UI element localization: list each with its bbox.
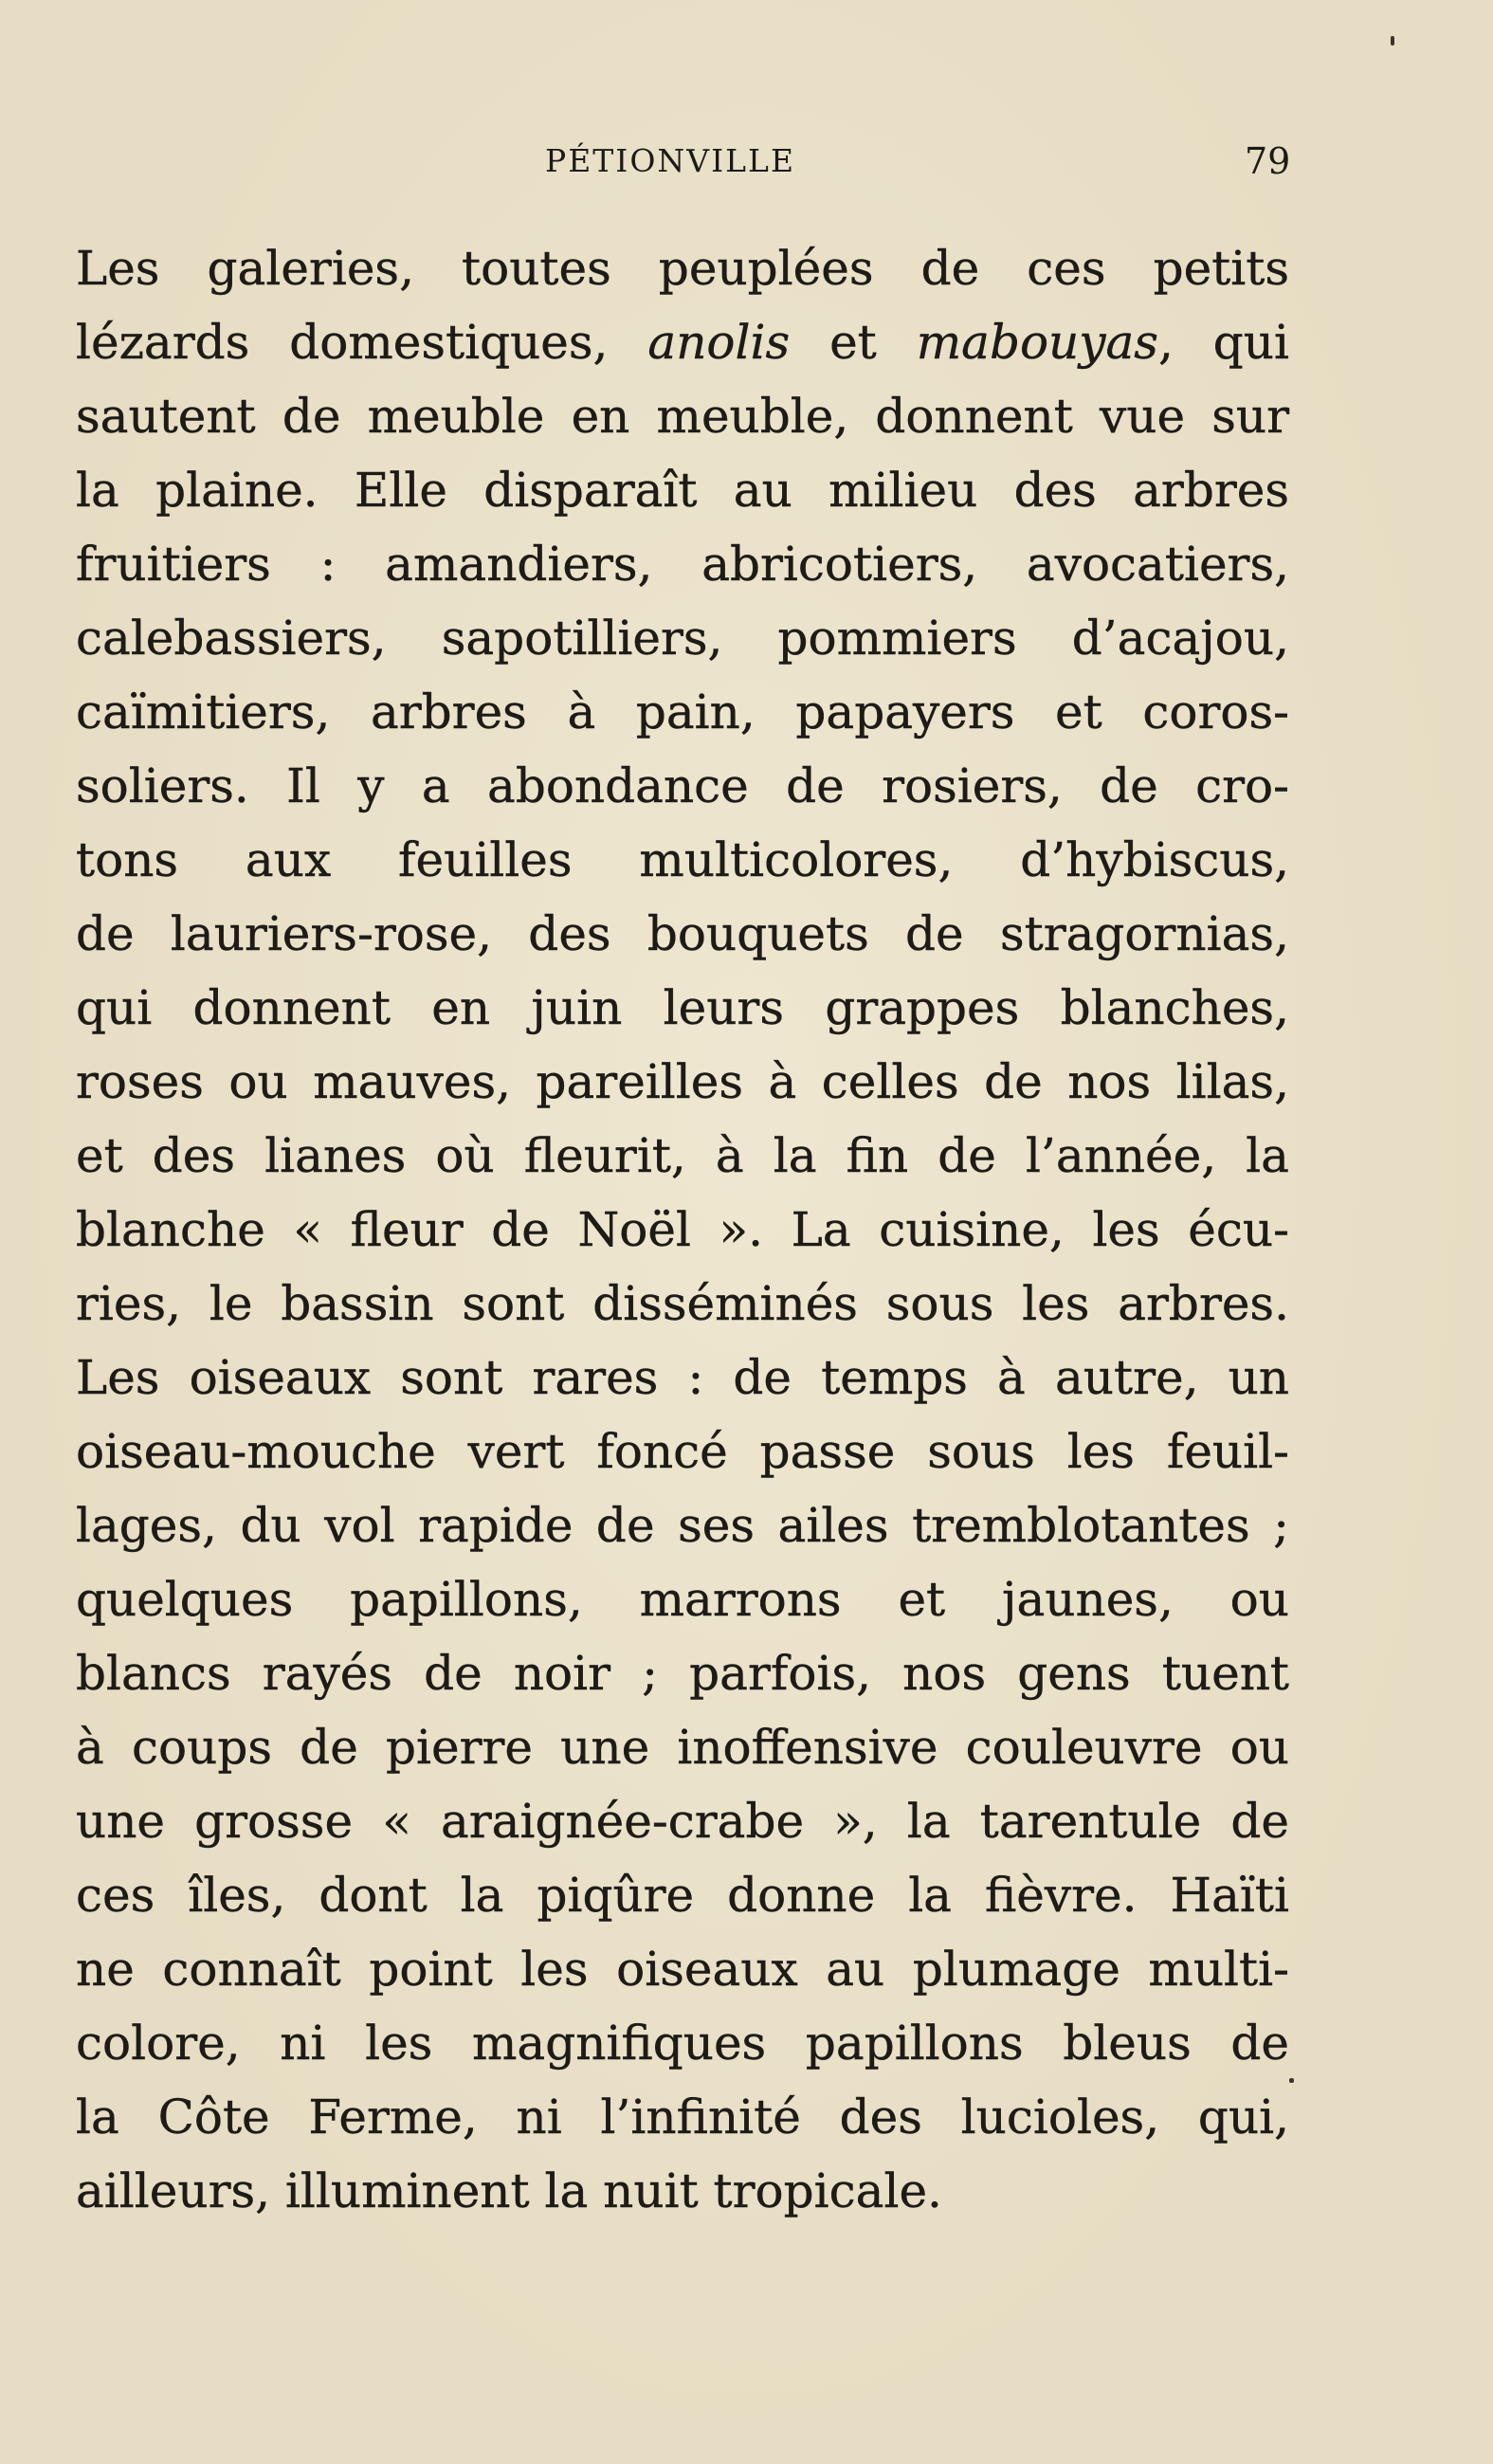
italic-term-mabouyas: mabouyas xyxy=(916,315,1158,370)
text-line: sautent de meuble en meuble, donnent vue sur xyxy=(76,389,1289,444)
chapter-title: PÉTIONVILLE xyxy=(545,142,796,179)
text-line: blancs rayés de noir ; parfois, nos gens tuent xyxy=(76,1646,1289,1701)
text-line: et des lianes où fleurit, à la fin de l’année, la xyxy=(76,1128,1289,1183)
text-line: Les galeries, toutes peuplées de ces petits xyxy=(76,241,1289,296)
body-text xyxy=(76,231,1289,2228)
text-line: ces îles, dont la piqûre donne la fièvre. Haïti xyxy=(76,1868,1289,1923)
text-line: colore, ni les magnifiques papillons bleus de xyxy=(76,2016,1289,2071)
text-line: une grosse « araignée-crabe », la tarentule de xyxy=(76,1794,1289,1849)
text-line: roses ou mauves, pareilles à celles de nos lilas, xyxy=(76,1054,1289,1109)
page-number: 79 xyxy=(1245,140,1291,182)
text-line: oiseau-mouche vert foncé passe sous les feuil- xyxy=(76,1424,1289,1479)
text-line: caïmitiers, arbres à pain, papayers et coros- xyxy=(76,684,1289,739)
text-line: lézards domestiques, anolis et mabouyas, qui xyxy=(76,315,1289,370)
text-line: blanche « fleur de Noël ». La cuisine, les écu- xyxy=(76,1202,1289,1257)
text-line: de lauriers-rose, des bouquets de stragornias, xyxy=(76,906,1289,961)
text-line: à coups de pierre une inoffensive couleuvre ou xyxy=(76,1720,1289,1775)
text-line: Les oiseaux sont rares : de temps à autre, un xyxy=(76,1350,1289,1405)
paper-speck xyxy=(1289,2078,1294,2083)
text-line: ne connaît point les oiseaux au plumage multi- xyxy=(76,1942,1289,1997)
italic-term-anolis: anolis xyxy=(647,315,791,370)
text-line: fruitiers : amandiers, abricotiers, avocatiers, xyxy=(76,537,1289,592)
text-line: la Côte Ferme, ni l’infinité des lucioles, qui, xyxy=(76,2090,1289,2145)
text-line: lages, du vol rapide de ses ailes tremblotantes ; xyxy=(76,1498,1289,1553)
running-head xyxy=(0,142,1493,190)
text-line: tons aux feuilles multicolores, d’hybiscus, xyxy=(76,832,1289,887)
text-line: calebassiers, sapotilliers, pommiers d’acajou, xyxy=(76,611,1289,666)
paper-speck xyxy=(1391,36,1394,46)
text-line: soliers. Il y a abondance de rosiers, de cro- xyxy=(76,758,1289,813)
text-line: qui donnent en juin leurs grappes blanches, xyxy=(76,980,1289,1035)
text-line: ries, le bassin sont disséminés sous les arbres. xyxy=(76,1276,1289,1331)
text-line: quelques papillons, marrons et jaunes, ou xyxy=(76,1572,1289,1627)
text-line: la plaine. Elle disparaît au milieu des arbres xyxy=(76,463,1289,518)
text-line: ailleurs, illuminent la nuit tropicale. xyxy=(76,2163,942,2218)
